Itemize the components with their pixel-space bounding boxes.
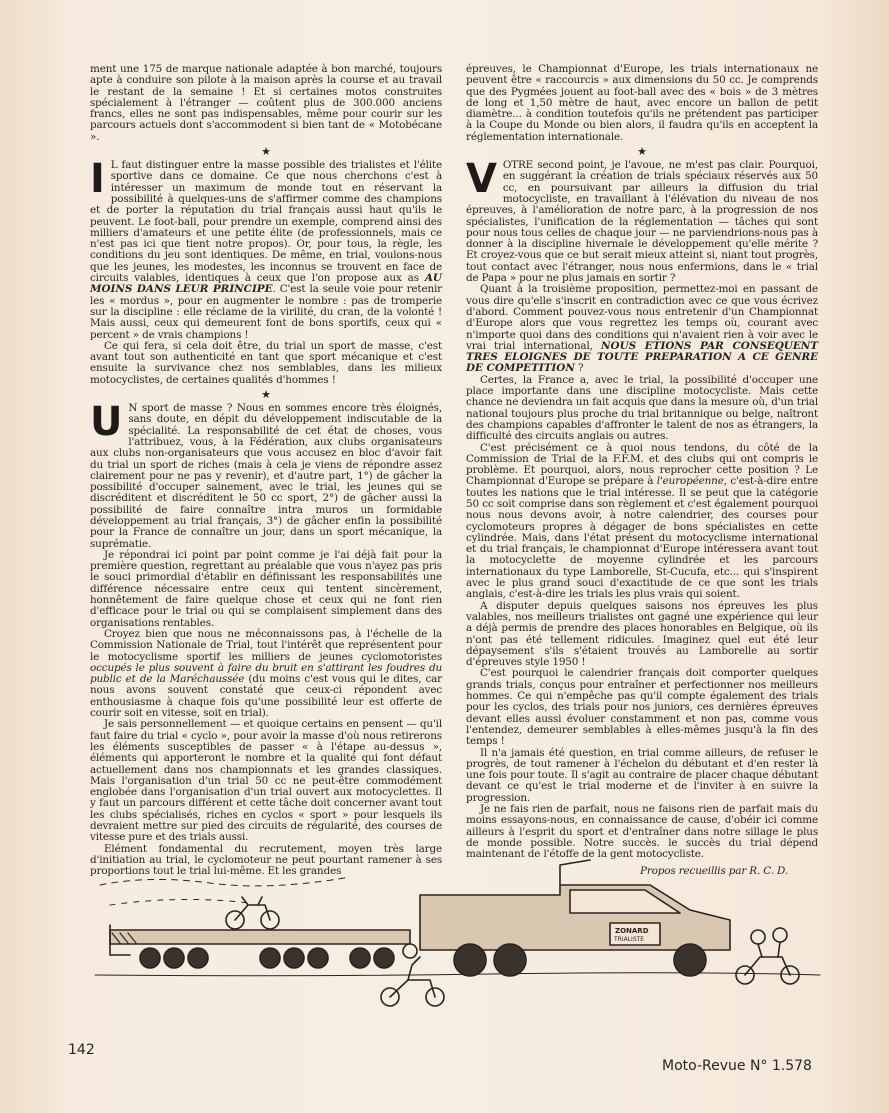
right-paragraph-3-end: ? [578,362,584,375]
right-paragraph-6: A disputer depuis quelques saisons nos épreuves les plus valables, nos meilleurs trialistes ont gagné une expérience qui leur a déjà permis de prendre des places honorables en Belgique, où ils n'ont pas été tellement ridicules. Imaginez quel eut été leur dépaysement s'ils s'étaient trouvés au Lamborelle au sortir d'épreuves style 1950 ! [466,599,818,669]
star-separator: ★ [637,145,647,159]
star-separator: ★ [261,388,271,402]
drop-cap: U [90,399,123,446]
left-paragraph-2-emphasis: AU MOINS DANS LEUR PRINCIPE [90,272,442,296]
trailer-wheels [140,948,394,968]
left-paragraph-6-emphasis: occupés le plus souvent à faire du bruit en s'attirant les foudres du public et de la Maréchaussée [90,661,442,686]
left-paragraph-1: ment une 175 de marque nationale adaptée à bon marché, toujours apte à conduire son pilote à la maison après la course et au travail le restant de la semaine ! Et si certaines motos construites spécialement à l'étranger — coûtent plus de 300.000 anciens francs, elles ne sont pas indispensables, même pour courir sur les parcours actuels dont s'accommodent si bien tant de « Motobécane ». [90,63,442,143]
left-paragraph-6-end: (du moins c'est vous qui le dites, car nous avons souvent constaté que ceux-ci répondent avec enthousiasme à chaque fois qu'une possibilité leur est offerte de courir soit en vitesse, soit en trial). [90,673,442,720]
left-paragraph-7: Je sais personnellement — et quoique certains en pensent — qu'il faut faire du trial « cyclo », pour avoir la masse d'où nous retirerons les éléments susceptibles de passer « à l'étape au-dessus », éléments qui apporteront le nombre et la qualité qui font défaut actuellement dans nos championnats et les grandes classiques. Mais l'organisation d'un trial 50 cc ne peut-être commodément englobée dans l'organisation d'un trial ouvert aux motocyclettes. Il y faut un parcours différent et cette tâche doit concerner avant tout les clubs spécialisés, riches en cyclos « sport » pour lesquels ils devraient mettre sur pied des circuits de régularité, des courses de vitesse pure et des trials aussi. [90,718,442,844]
dust-line [100,877,350,886]
right-paragraph-3-text: Quant à la troisième proposition, permettez-moi en passant de vous dire qu'elle s'inscrit en contradiction avec ce que vous écrivez d'abord. Comment pouvez-vous nous entretenir d'un Championnat d'Europe alors que vous regrettez les temps où, courant avec n'importe quoi dans des conditions qui n'avaient rien à voir avec le vrai trial international, [466,283,818,352]
right-paragraph-3 [466,284,818,374]
right-paragraph-1: épreuves, le Championnat d'Europe, les trials internationaux ne peuvent être « raccourcis » aux dimensions du 50 cc. Je comprends que des Pygmées jouent au foot-ball avec des « bois » de 3 mètres de long et 1,50 mètre de haut, avec encore un ballon de petit diamètre... à condition toutefois qu'ils ne prétendent pas participer à la Coupe du Monde ou bien alors, il faudra qu'ils en acceptent la réglementation internationale. [466,63,818,143]
author-credit: Propos recueillis par R. C. D. [640,865,788,878]
left-paragraph-5: Je répondrai ici point par point comme je l'ai déjà fait pour la première question, regrettant au préalable que vous n'ayez pas pris le souci primordial d'établir en définissant les responsabilités une différence nécessaire entre ceux qui tentent sincèrement, honnêtement de faire quelque chose et ceux qui ne font rien d'efficace pour le trial ou qui se complaisent simplement dans des organisations rentables. [90,548,442,629]
right-paragraph-5-emphasis: l'européenne [656,475,724,488]
right-paragraph-4: Certes, la France a, avec le trial, la possibilité d'occuper une place importante dans une discipline motocycliste. Mais cette chance ne deviendra un fait acquis que dans la mesure où, d'un trial national toujours plus proche du trial britannique ou belge, naîtront des champions capables d'affronter le talent de nos as étrangers, la difficulté des circuits anglais ou autres. [466,373,818,443]
magazine-issue: Moto-Revue N° 1.578 [662,1058,812,1074]
motorcyclists-right [736,928,799,984]
left-paragraph-4 [90,399,442,550]
star-separator: ★ [261,145,271,159]
right-paragraph-2 [466,156,818,285]
dust-line [110,899,250,905]
left-paragraph-6-text: Croyez bien que nous ne méconnaissons pas, à l'échelle de la Commission Nationale de Trial, tout l'intérêt que représentent pour le motocyclisme sportif les milliers de jeunes cyclomotoristes [90,627,442,663]
left-paragraph-2-end: . C'est la seule voie pour retenir les « mordus », pour en augmenter le nombre : pas de tromperie sur la discipline : elle réclame de la virilité, du cran, de la volonté ! Mais aussi, ceux qui demeurent font de bons sportifs, ceux qui « percent » de vrais champions ! [90,283,442,341]
right-paragraph-9: Je ne fais rien de parfait, nous ne faisons rien de parfait mais du moins essayons-nous, en connaissance de cause, d'obéir ici comme ailleurs à l'esprit du sport et d'entraîner dans notre sillage le plus de monde possible. Notre succès. le succès du trial dépend maintenant de l'étoffe de la gent motocycliste. [466,803,818,861]
right-paragraph-5-text: C'est précisément ce à quoi nous tendons, du côté de la Commission de Trial de la F.F.M. et des clubs qui ont compris le problème. Et pourquoi, alors, nous reprocher cette position ? Le Championnat d'Europe se prépare à [466,441,818,488]
right-paragraph-5-end: , c'est-à-dire entre toutes les nations que le trial intéresse. Il se peut que la catégorie 50 cc soit comprise dans son règlement et c'est également pourquoi nous nous devons avoir, à notre calendrier, des courses pour cyclomoteurs propres à dégager de bons spécialistes en cette cylindrée. Mais, dans l'état présent du motocyclisme international et du trial français, le championnat d'Europe intéressera avant tout la motocyclette de moyenne cylindrée et les parcours internationaux du type Lamborelle, St-Cucufa, etc... qui s'inspirent avec le plus grand souci d'exactitude de ce que sont les trials anglais, c'est-à-dire les trials les plus vrais qui soient. [466,475,819,601]
right-column [466,64,818,878]
right-paragraph-5 [466,443,818,601]
right-paragraph-2-text: OTRE second point, je l'avoue, ne m'est pas clair. Pourquoi, en suggérant la création de trials spéciaux réservés aux 50 cc, en poursuivant par ailleurs la diffusion du trial motocycliste, en travaillant à l'élévation du niveau de nos épreuves, à l'amélioration de notre parc, à la progression de nos spécialistes, l'unification de la réglementation — tâches qui sont pour nous tous celles de chaque jour — ne parviendrions-nous pas à donner à la discipline hivernale le développement qu'elle mérite ? Et croyez-vous que ce but serait mieux atteint si, niant tout progrès, tout contact avec l'étranger, nous nous enfermions, dans le « trial de Papa » pour ne plus jamais en sortir ? [466,159,818,285]
page-number: 142 [68,1042,95,1058]
left-paragraph-2-text: L faut distinguer entre la masse possible des trialistes et l'élite sportive dans ce domaine. Ce que nous cherchons c'est à intéresser un maximum de monde tout en réservant la possibilité à quelques-uns de s'affirmer comme des champions et de porter la réputation du trial français aussi haut qu'ils le peuvent. Le foot-ball, pour prendre un exemple, comprend ainsi des milliers d'amateurs et une petite élite (de professionnels, mais ce n'est pas ici que tient notre propos). Or, pour tous, la règle, les conditions du jeu sont identiques. De même, en trial, voulons-nous que les jeunes, les modestes, les inconnus se trouvent en face de circuits valables, identiques à ceux que l'on propose aux as [90,159,442,285]
right-paragraph-3-emphasis: NOUS ETIONS PAR CONSEQUENT TRES ELOIGNES DE TOUTE PREPARATION A CE GENRE DE COMPETITION [466,339,819,375]
drop-cap: I [90,156,105,203]
drop-cap: V [466,156,497,203]
left-paragraph-4-text: N sport de masse ? Nous en sommes encore très éloignés, sans doute, en dépit du développement indiscutable de la spécialité. La responsabilité de cet état de choses, vous l'attribuez, vous, à la Fédération, aux clubs organisateurs aux clubs non-organisateurs que vous accusez en bloc d'avoir fait du trial un sport de riches (mais à cela je viens de répondre assez clairement pour ne pas y revenir), et d'autre part, 1°) de gâcher la possibilité d'occuper sainement, avec le trial, les jeunes qui se discréditent et discréditent le 50 cc sport, 2°) de gâcher aussi la possibilité de faire connaître intra muros un formidable développement au trial français, 3°) de gâcher enfin la possibilité pour la France de connaître un jour, dans un sport mécanique, la suprématie. [90,402,442,550]
left-paragraph-6 [90,629,442,719]
left-paragraph-2 [90,156,442,341]
trailer-bed [110,930,410,944]
left-paragraph-3: Ce qui fera, si cela doit être, du trial un sport de masse, c'est avant tout son authenticité en tant que sport mécanique et c'est ensuite la survivance chez nos semblables, dans les milieux motocyclistes, de certaines qualités d'hommes ! [90,339,442,386]
left-paragraph-8: Elément fondamental du recrutement, moyen très large d'initiation au trial, le cyclomoteur ne peut pourtant ramener à ses proportions tout le trial lui-même. Et les grandes [90,842,442,878]
ground-line [95,973,820,976]
right-paragraph-7: C'est pourquoi le calendrier français doit comporter quelques grands trials, conçus pour entraîner et perfectionner nos meilleurs hommes. Ce qui n'empêche pas qu'il compte également des trials pour les cyclos, des trials pour nos juniors, ces dernières épreuves devant elles aussi évoluer constamment et non pas, comme vous l'entendez, demeurer semblables à elles-mêmes jusqu'à la fin des temps ! [466,667,818,748]
left-column [90,64,442,877]
right-paragraph-8: Il n'a jamais été question, en trial comme ailleurs, de refuser le progrès, de tout ramener à l'échelon du débutant et d'en rester là une fois pour toute. Il s'agit au contraire de placer chaque débutant devant ce qu'est le trial moderne et de l'inviter à en suivre la progression. [466,746,818,804]
truck-sign-line-2: TRIALISTE [614,936,645,943]
truck-cartoon-illustration [90,825,825,1030]
truck-sign-line-1: ZONARD [615,927,649,935]
truck-cab [420,860,730,950]
